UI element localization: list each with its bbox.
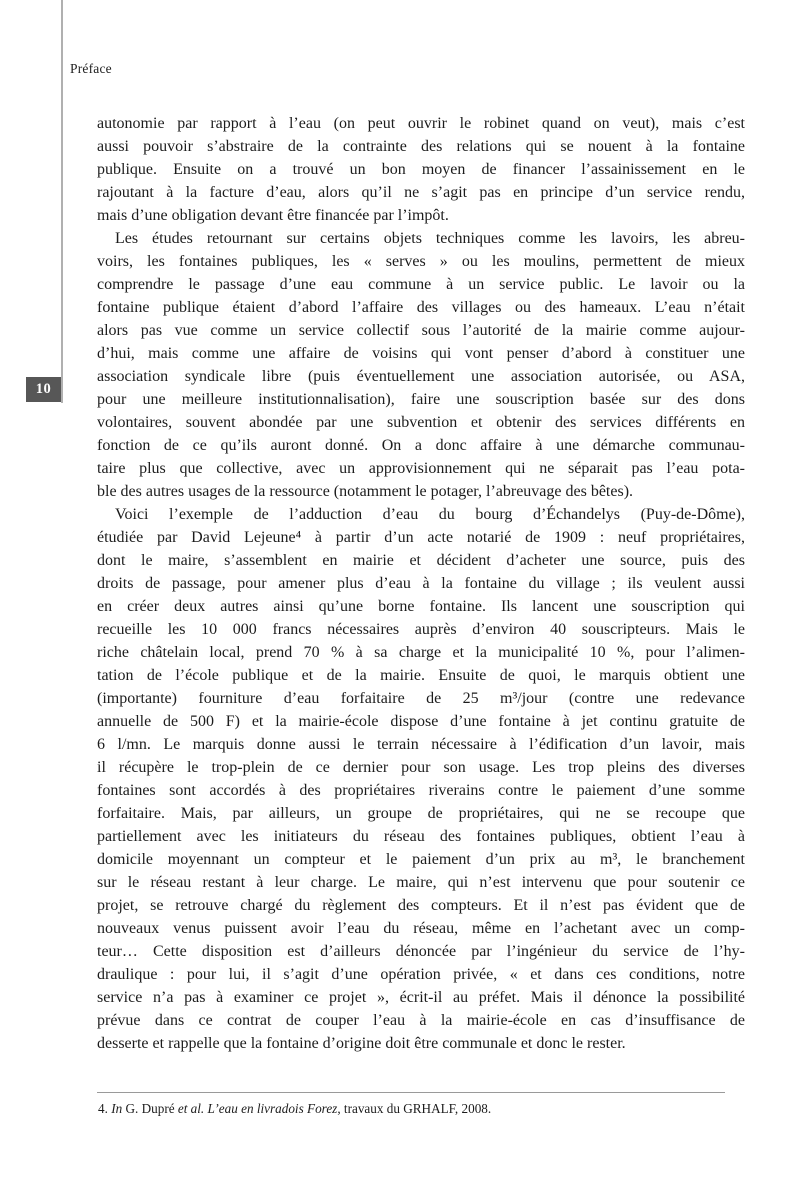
text-line: fontaine publique étaient d’abord l’affaire des villages ou des hameaux. L’eau n’était (97, 299, 745, 316)
text-line: étudiée par David Lejeune⁴ à partir d’un acte notarié de 1909 : neuf propriétaires, (97, 529, 745, 546)
text-line: ble des autres usages de la ressource (notamment le potager, l’abreuvage des bêtes). (97, 483, 634, 500)
text-line: volontaires, souvent abondée par une subvention et obtenir des services différents en (97, 414, 745, 431)
text-line: aussi pouvoir s’abstraire de la contrainte des relations qui se nouent à la fontaine (97, 138, 745, 155)
text-line: voirs, les fontaines publiques, les « serves » ou les moulins, permettent de mieux (97, 253, 745, 270)
text-line: annuelle de 500 F) et la mairie-école dispose d’une fontaine à jet continu gratuite de (97, 713, 745, 730)
text-line: publique. Ensuite on a trouvé un bon moyen de financer l’assainissement en le (97, 161, 745, 178)
text-line: en créer deux autres ainsi qu’une borne fontaine. Ils lancent une souscription qui (97, 598, 745, 615)
text-line: association syndicale libre (puis éventuellement une association autorisée, ou ASA, (97, 368, 745, 385)
footnote-rule (97, 1092, 725, 1093)
body-text (97, 112, 745, 1055)
text-line: comprendre le passage d’une eau commune à un service public. Le lavoir ou la (97, 276, 745, 293)
footnote-segment: 4. (98, 1101, 112, 1116)
text-line: il récupère le trop-plein de ce dernier pour son usage. Les trop pleins des diverses (97, 759, 745, 776)
text-line: nouveaux venus puissent avoir l’eau du réseau, même en l’achetant avec un comp- (97, 920, 745, 937)
text-line: partiellement avec les initiateurs du réseau des fontaines publiques, obtient l’eau à (97, 828, 745, 845)
margin-rule (61, 0, 63, 403)
page-number-badge (26, 377, 61, 402)
text-line: droits de passage, pour amener plus d’eau à la fontaine du village ; ils veulent aussi (97, 575, 745, 592)
text-line: sur le réseau restant à leur charge. Le maire, qui n’est intervenu que pour soutenir ce (97, 874, 745, 891)
text-line: fontaines sont accordés à des propriétaires riverains contre le paiement d’une somme (97, 782, 745, 799)
text-line: Les études retournant sur certains objets techniques comme les lavoirs, les abreu- (115, 230, 745, 247)
text-line: forfaitaire. Mais, par ailleurs, un groupe de propriétaires, qui ne se recoupe que (97, 805, 745, 822)
text-line: 6 l/mn. Le marquis donne aussi le terrain nécessaire à l’édification d’un lavoir, mais (97, 736, 745, 753)
text-line: autonomie par rapport à l’eau (on peut ouvrir le robinet quand on veut), mais c’est (97, 115, 745, 132)
text-line: rajoutant à la facture d’eau, alors qu’il ne s’agit pas en principe d’un service rendu, (97, 184, 745, 201)
text-line: tation de l’école publique et de la mairie. Ensuite de quoi, le marquis obtient une (97, 667, 745, 684)
text-line: service n’a pas à examiner ce projet », écrit-il au préfet. Mais il dénonce la possibilité (97, 989, 745, 1006)
text-line: riche châtelain local, prend 70 % à sa charge et la municipalité 10 %, pour l’alimen- (97, 644, 745, 661)
text-line: alors pas vue comme un service collectif sous l’autorité de la mairie comme aujour- (97, 322, 745, 339)
text-line: teur… Cette disposition est d’ailleurs dénoncée par l’ingénieur du service de l’hy- (97, 943, 745, 960)
text-line: d’hui, mais comme une affaire de voisins qui vont penser d’abord à constituer une (97, 345, 745, 362)
footnote-italic-segment: et al. L’eau en livradois Forez (177, 1101, 338, 1116)
footnote-segment: , travaux du GRHALF, 2008. (337, 1101, 492, 1116)
text-line: mais d’une obligation devant être financée par l’impôt. (97, 207, 449, 224)
page-number: 10 (35, 381, 52, 397)
text-line: recueille les 10 000 francs nécessaires auprès d’environ 40 souscripteurs. Mais le (97, 621, 745, 638)
running-head: Préface (70, 61, 112, 76)
text-line: prévue dans ce contrat de couper l’eau à la mairie-école en cas d’insuffisance de (97, 1012, 745, 1029)
text-line: Voici l’exemple de l’adduction d’eau du bourg d’Échandelys (Puy-de-Dôme), (115, 506, 745, 523)
footnote-italic-segment: In (111, 1101, 123, 1116)
text-line: draulique : pour lui, il s’agit d’une opération privée, « et dans ces conditions, notre (97, 966, 745, 983)
text-line: domicile moyennant un compteur et le paiement d’un prix au m³, le branchement (97, 851, 745, 868)
footnote-segment: G. Dupré (122, 1101, 178, 1116)
text-line: taire plus que collective, avec un approvisionnement qui ne séparait pas l’eau pota- (97, 460, 745, 477)
text-line: (importante) fourniture d’eau forfaitaire de 25 m³/jour (contre une redevance (97, 690, 745, 707)
text-line: projet, se retrouve chargé du règlement des compteurs. Et il n’est pas évident que de (97, 897, 745, 914)
footnote (98, 1100, 744, 1117)
text-line: pour une meilleure institutionnalisation), faire une souscription basée sur des dons (97, 391, 745, 408)
text-line: desserte et rappelle que la fontaine d’origine doit être communale et donc le rester. (97, 1035, 626, 1052)
text-line: dont le maire, s’assemblent en mairie et décident d’acheter une source, puis des (97, 552, 745, 569)
text-line: fonction de ce qu’ils auront donné. On a donc affaire à une démarche communau- (97, 437, 745, 454)
